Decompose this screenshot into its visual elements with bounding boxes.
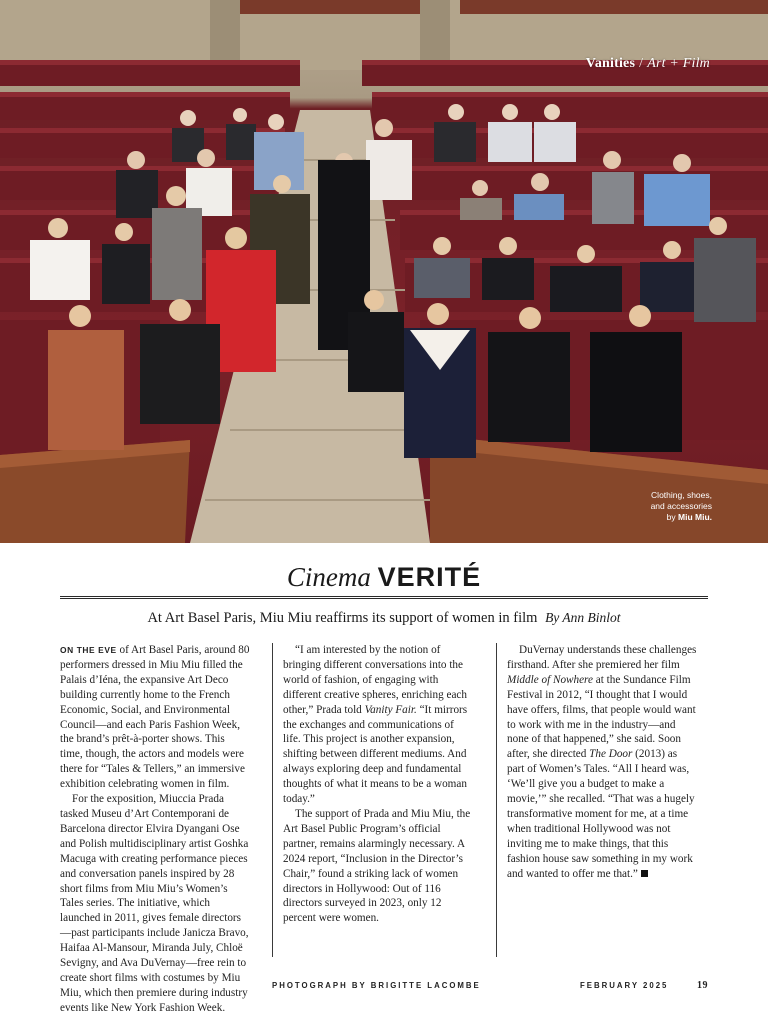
body-column-3 xyxy=(507,643,697,882)
paragraph-1 xyxy=(60,643,250,792)
paragraph-3 xyxy=(283,643,473,807)
section-header xyxy=(586,56,710,72)
body-column-2 xyxy=(283,643,473,926)
photo-credit-caption xyxy=(592,490,712,523)
paragraph-3-text-b: “It mirrors the exchanges and communications of life. This project is another expansion, shifting between different mediums. And always exploring deep and fundamental thoughts of what it means to be a woman today.” xyxy=(283,703,468,806)
credit-line-1: Clothing, shoes, xyxy=(651,490,712,500)
credit-brand: Miu Miu. xyxy=(678,512,712,522)
column-divider-1 xyxy=(272,643,273,957)
deck-text: At Art Basel Paris, Miu Miu reaffirms its support of women in film xyxy=(147,610,538,626)
headline-rule-bottom xyxy=(60,598,708,599)
paragraph-2: For the exposition, Miuccia Prada tasked Museu d’Art Contemporani de Barcelona director Elvira Dyangani Ose and Polish multidisciplinary artist Goshka Macuga with creating performance pieces and conversation panels inspired by 28 short films from Miu Miu’s Women’s Tales series. The initiative, which launched in 2011, gives female directors—past participants include Janicza Bravo, Haifaa Al-Mansour, Miranda July, Chloë Sevigny, and Ava DuVernay—free rein to create short films with costumes by Miu Miu, which then premiere during industry events like New York Fashion Week. xyxy=(60,793,249,1014)
end-mark-icon xyxy=(641,870,648,877)
body-column-1 xyxy=(60,643,250,1016)
photographer-credit: PHOTOGRAPH BY BRIGITTE LACOMBE xyxy=(272,981,481,990)
issue-date: FEBRUARY 2025 xyxy=(580,981,669,990)
paragraph-4: The support of Prada and Miu Miu, the Art Basel Public Program’s official partner, remains alarmingly necessary. A 2024 report, “Inclusion in the Director’s Chair,” found a striking lack of women directors in Hollywood: Out of 116 directors surveyed in 2023, only 12 percent were women. xyxy=(283,807,471,925)
credit-line-2: and accessories xyxy=(650,501,712,511)
headline-bold: VERITÉ xyxy=(377,562,482,592)
page-number: 19 xyxy=(697,980,708,991)
paragraph-5-text-a: DuVernay understands these challenges firsthand. After she premiered her film xyxy=(507,644,697,671)
section-label: Vanities xyxy=(585,56,636,71)
credit-by: by xyxy=(666,512,676,522)
lead-in: ON THE EVE xyxy=(60,645,117,655)
film-title-1: Middle of Nowhere xyxy=(507,673,593,686)
paragraph-5-text-b: at the Sundance Film Festival in 2012, “I thought that I would have offers, films, that people would want to work with me in the industry—and none of that happened,” she said. Soon after, she directed xyxy=(507,673,696,761)
deck xyxy=(0,609,768,627)
paragraph-5 xyxy=(507,643,697,882)
headline-rule-top xyxy=(60,596,708,597)
headline xyxy=(0,560,768,594)
paragraph-1-text: of Art Basel Paris, around 80 performers dressed in Miu Miu filled the Palais d’Iéna, the expansive Art Deco building currently home to the French Economic, Social, and Environmental Council—and each Paris Fashion Week, the brand’s prêt-à-porter shows. This time, though, the actors and models were there for “Tales & Tellers,” an immersive exhibition celebrating women in film. xyxy=(60,644,250,791)
byline: By Ann Binlot xyxy=(545,610,621,625)
film-title-2: The Door xyxy=(589,748,633,761)
paragraph-3-text-a: “I am interested by the notion of bringing different conversations into the world of fashion, of engaging with different creative spheres, enriching each other,” Prada told xyxy=(283,644,467,716)
column-divider-2 xyxy=(496,643,497,957)
publication-name: Vanity Fair. xyxy=(364,703,417,716)
section-separator: / xyxy=(639,56,644,71)
subsection-label: Art + Film xyxy=(647,56,710,71)
paragraph-5-text-c: (2013) as part of Women’s Tales. “All I heard was, ‘We’ll give you a budget to make a movie,’” she recalled. “That was a hugely transformative moment for me, at a time when traditional Hollywood was not inviting me to make things, that this fashion house saw something in my work and wanted to offer me that.” xyxy=(507,748,695,880)
headline-italic: Cinema xyxy=(286,562,371,592)
